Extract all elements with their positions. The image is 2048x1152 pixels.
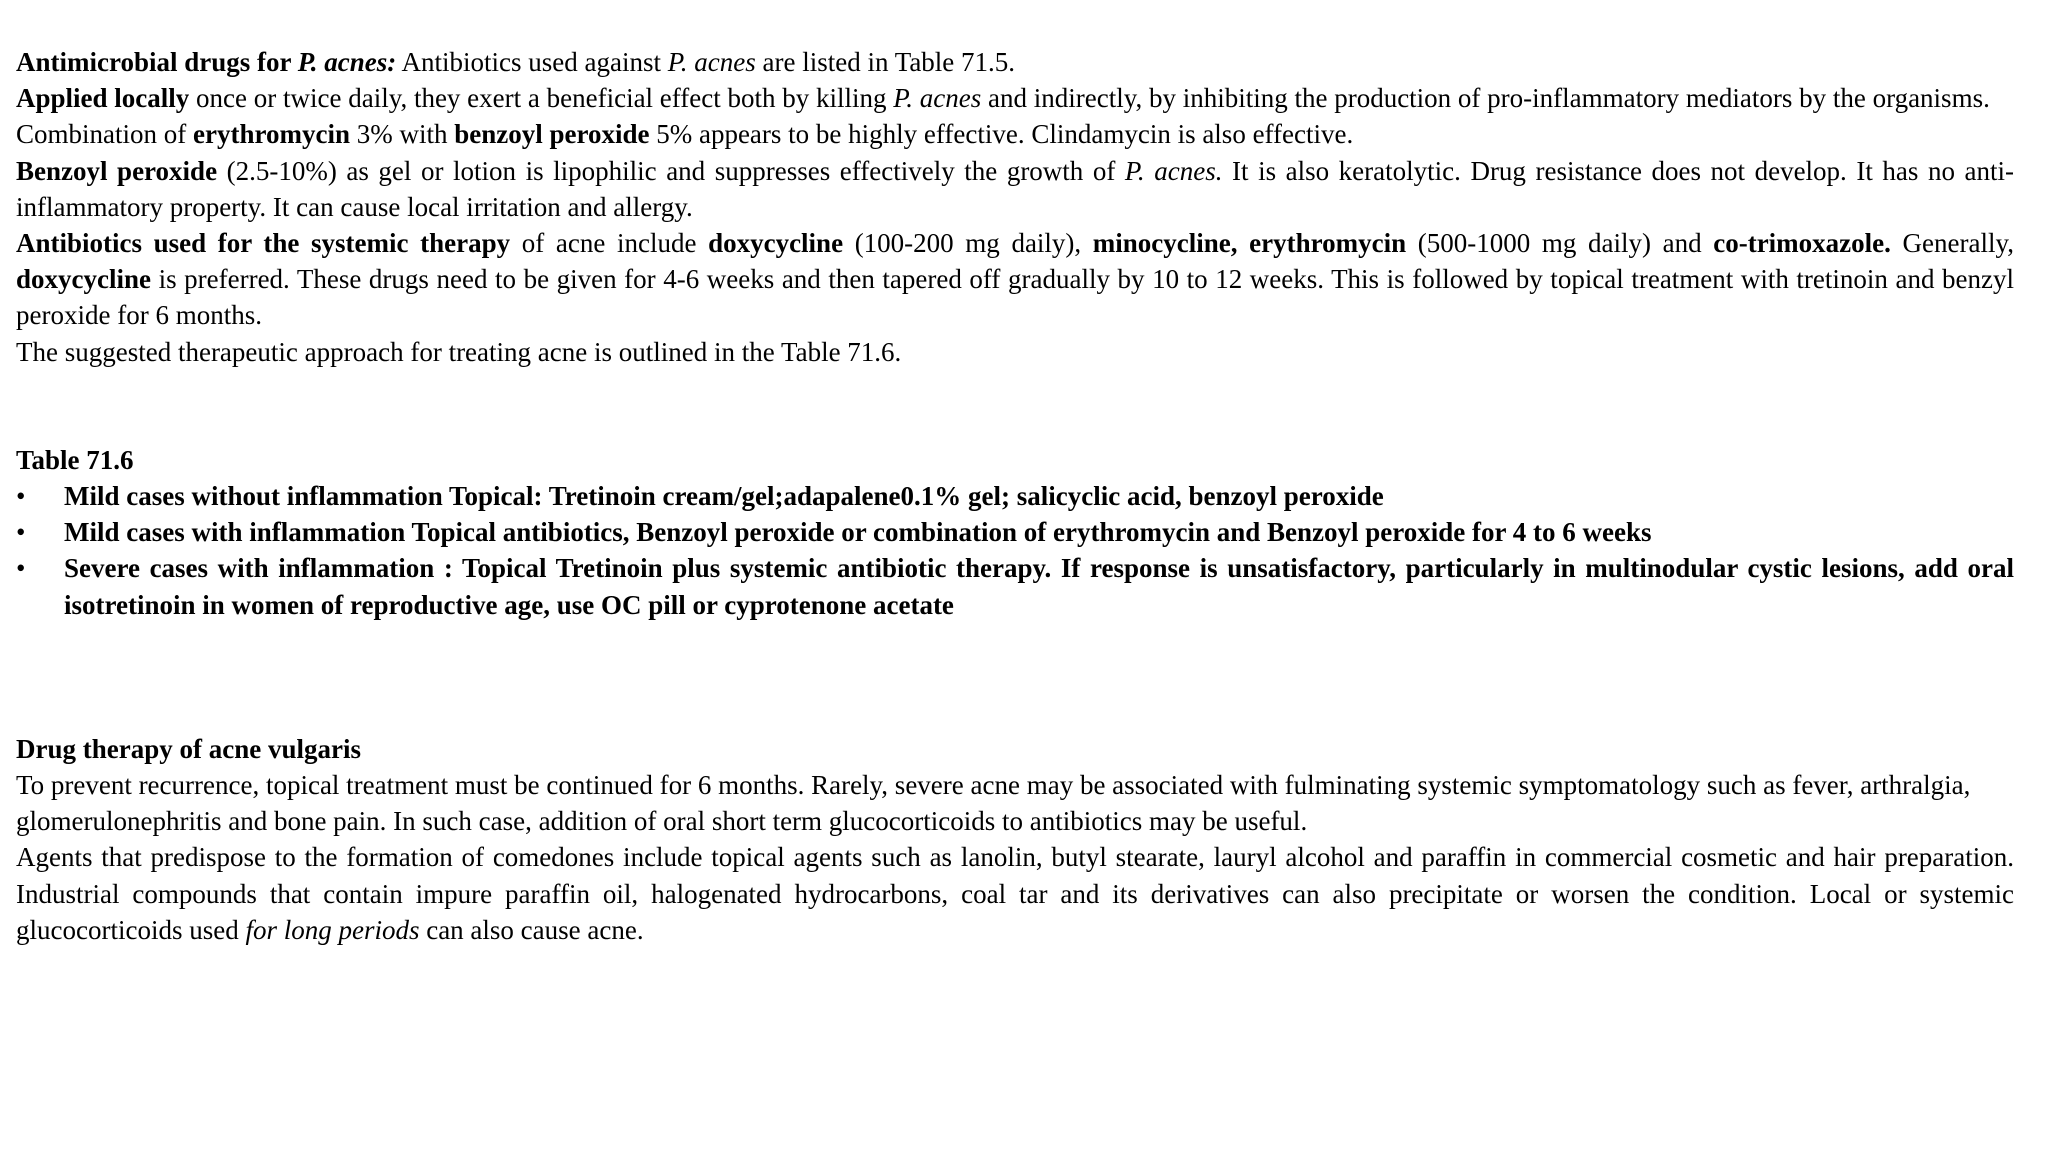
document-page <box>16 44 2014 948</box>
section-heading: Drug therapy of acne vulgaris <box>16 733 361 764</box>
bullet-icon: • <box>16 517 26 548</box>
paragraph-applied-locally: Applied locally once or twice daily, they exert a beneficial effect both by killing P. acnes and indirectly, by inhibiting the production of pro-inflammatory mediators by the organisms. <box>16 83 1990 114</box>
bullet-icon: • <box>16 481 26 512</box>
paragraph-prevent-recurrence: To prevent recurrence, topical treatment must be continued for 6 months. Rarely, severe acne may be associated with fulminating systemic symptomatology such as fever, arthralgia, glomerulonephritis and bone pain. In such case, addition of oral short term glucocorticoids to antibiotics may be useful. <box>16 770 1971 837</box>
spacer <box>16 370 2014 442</box>
list-item: • Severe cases with inflammation : Topical Tretinoin plus systemic antibiotic therapy. If response is unsatisfactory, particularly in multinodular cystic lesions, add oral isotretinoin in women of reproductive age, use OC pill or cyprotenone acetate <box>16 550 2014 622</box>
paragraph-combination: Combination of erythromycin 3% with benzoyl peroxide 5% appears to be highly effective. Clindamycin is also effective. <box>16 119 1354 150</box>
table-title: Table 71.6 <box>16 444 134 475</box>
list-item: • Mild cases without inflammation Topical: Tretinoin cream/gel;adapalene0.1% gel; salicyclic acid, benzoyl peroxide <box>16 478 2014 514</box>
bullet-icon: • <box>16 553 26 584</box>
paragraph-suggested-approach: The suggested therapeutic approach for treating acne is outlined in the Table 71.6. <box>16 336 902 367</box>
list-item: • Mild cases with inflammation Topical antibiotics, Benzoyl peroxide or combination of erythromycin and Benzoyl peroxide for 4 to 6 weeks <box>16 514 2014 550</box>
label-antimicrobial-drugs: Antimicrobial drugs for P. acnes: <box>16 47 397 77</box>
paragraph-antimicrobial-drugs: Antimicrobial drugs for P. acnes: Antibiotics used against P. acnes are listed in Table 71.5. <box>16 47 1016 77</box>
label-applied-locally: Applied locally <box>16 83 190 114</box>
table-71-6-list <box>16 478 2014 623</box>
paragraph-comedone-agents: Agents that predispose to the formation of comedones include topical agents such as lanolin, butyl stearate, lauryl alcohol and paraffin in commercial cosmetic and hair preparation. Industrial compounds that contain impure paraffin oil, halogenated hydrocarbons, coal tar and its derivatives can also precipitate or worsen the condition. Local or systemic glucocorticoids used for long periods can also cause acne. <box>16 842 2014 945</box>
spacer <box>16 623 2014 731</box>
paragraph-systemic-antibiotics: Antibiotics used for the systemic therapy of acne include doxycycline (100-200 mg daily), minocycline, erythromycin (500-1000 mg daily) and co-trimoxazole. Generally, doxycycline is preferred. These drugs need to be given for 4-6 weeks and then tapered off gradually by 10 to 12 weeks. This is followed by topical treatment with tretinoin and benzyl peroxide for 6 months. <box>16 228 2014 331</box>
paragraph-benzoyl-peroxide: Benzoyl peroxide (2.5-10%) as gel or lotion is lipophilic and suppresses effectively the growth of P. acnes. It is also keratolytic. Drug resistance does not develop. It has no anti-inflammatory property. It can cause local irritation and allergy. <box>16 155 2014 222</box>
